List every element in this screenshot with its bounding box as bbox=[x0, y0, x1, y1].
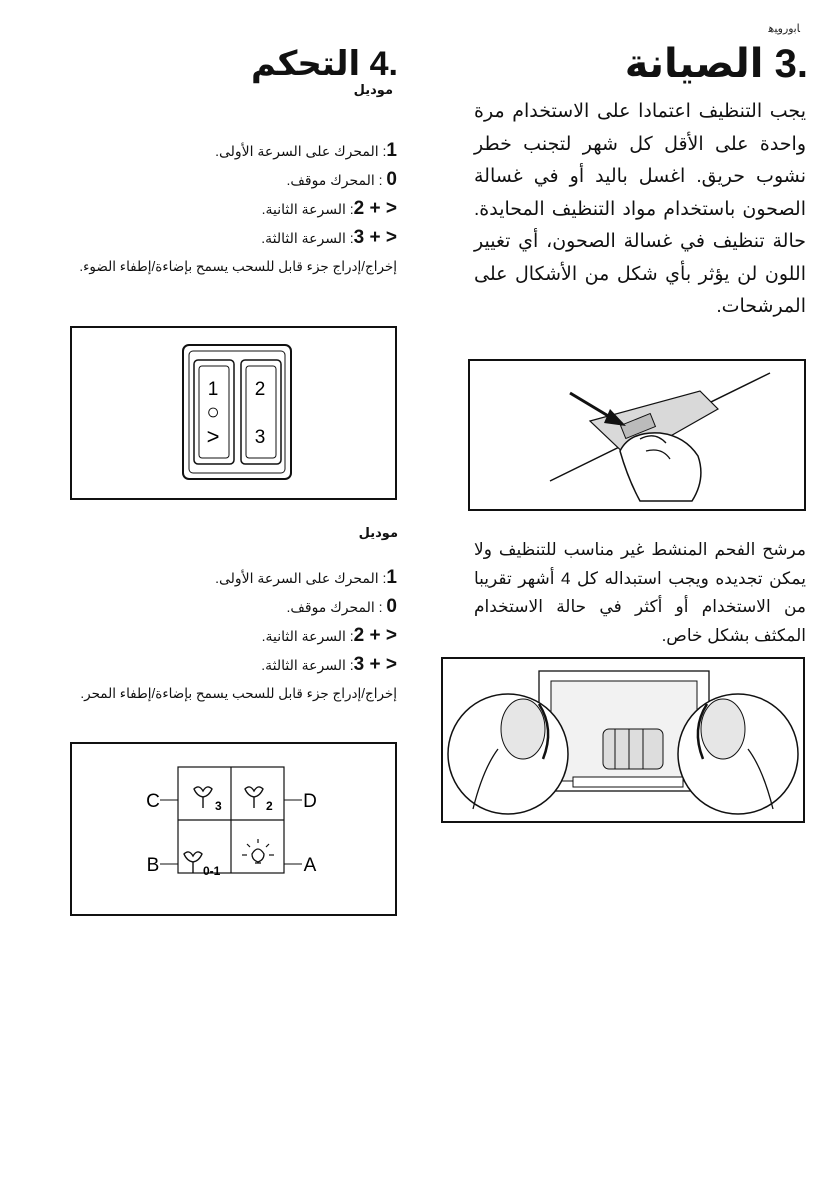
list-item: 2 + >: السرعة الثانية. bbox=[261, 198, 397, 219]
controls-number: 4. bbox=[369, 45, 398, 83]
list-item: 2 + >: السرعة الثانية. bbox=[261, 625, 397, 646]
model-label-1: موديل bbox=[353, 82, 393, 97]
filter-removal-illustration bbox=[468, 359, 806, 511]
list-item: 0 : المحرك موقف. bbox=[286, 169, 397, 190]
label-c: C bbox=[146, 791, 160, 812]
maintenance-title-text: الصيانة bbox=[624, 42, 764, 86]
maintenance-number: 3. bbox=[774, 42, 808, 86]
switch-label-1: 1 bbox=[207, 379, 219, 400]
model-2-controls bbox=[71, 567, 397, 705]
rocker-switch-figure bbox=[70, 326, 397, 500]
fan-2-subscript: 2 bbox=[266, 799, 273, 813]
model-1-controls bbox=[71, 140, 397, 278]
switch-label-light: > bbox=[206, 424, 220, 449]
list-item: 3 + >: السرعة الثالثة. bbox=[261, 654, 397, 675]
list-item: 1: المحرك على السرعة الأولى. bbox=[215, 140, 397, 161]
cleaning-paragraph: يجب التنظيف اعتمادا على الاستخدام مرة واحدة على الأقل كل شهر لتجنب خطر نشوب حريق. اغسل باليد أو في غسالة الصحون باستخدام مواد التنظيف المحايدة. حالة تنظيف في غسالة الصحون، أي تغيير اللون لن يؤثر بأي شكل من الأشكال على المرشحات. bbox=[474, 101, 806, 317]
list-item: 3 + >: السرعة الثالثة. bbox=[261, 227, 397, 248]
carbon-filter-illustration bbox=[441, 657, 805, 823]
switch-label-3: 3 bbox=[254, 427, 266, 448]
maintenance-title bbox=[625, 42, 808, 86]
model-1-note: إخراج/إدراج جزء قابل للسحب يسمح بإضاءة/إطفاء الضوء. bbox=[79, 259, 397, 274]
controls-title bbox=[251, 42, 398, 86]
list-item: 0 : المحرك موقف. bbox=[286, 596, 397, 617]
label-d: D bbox=[303, 791, 317, 812]
switch-label-2: 2 bbox=[254, 379, 266, 400]
controls-title-text: التحكم bbox=[250, 45, 361, 83]
label-b: B bbox=[146, 855, 160, 876]
model-label-2: موديل bbox=[358, 525, 398, 540]
brand-mark: ﺎﺑﻭﺭﻭﻴﻫ bbox=[768, 23, 800, 35]
button-panel-figure bbox=[70, 742, 397, 916]
model-2-note: إخراج/إدراج جزء قابل للسحب يسمح بإضاءة/إطفاء المحر. bbox=[80, 686, 397, 701]
label-a: A bbox=[303, 855, 317, 876]
switch-label-0: ○ bbox=[206, 399, 220, 424]
carbon-filter-paragraph: مرشح الفحم المنشط غير مناسب للتنظيف ولا يمكن تجديده ويجب استبداله كل 4 أشهر تقريبا من الاستخدام أو أكثر في حالة الاستخدام المكثف بشكل خاص. bbox=[474, 540, 806, 645]
fan-01-subscript: 0-1 bbox=[203, 864, 221, 878]
fan-3-subscript: 3 bbox=[215, 799, 222, 813]
list-item: 1: المحرك على السرعة الأولى. bbox=[215, 567, 397, 588]
